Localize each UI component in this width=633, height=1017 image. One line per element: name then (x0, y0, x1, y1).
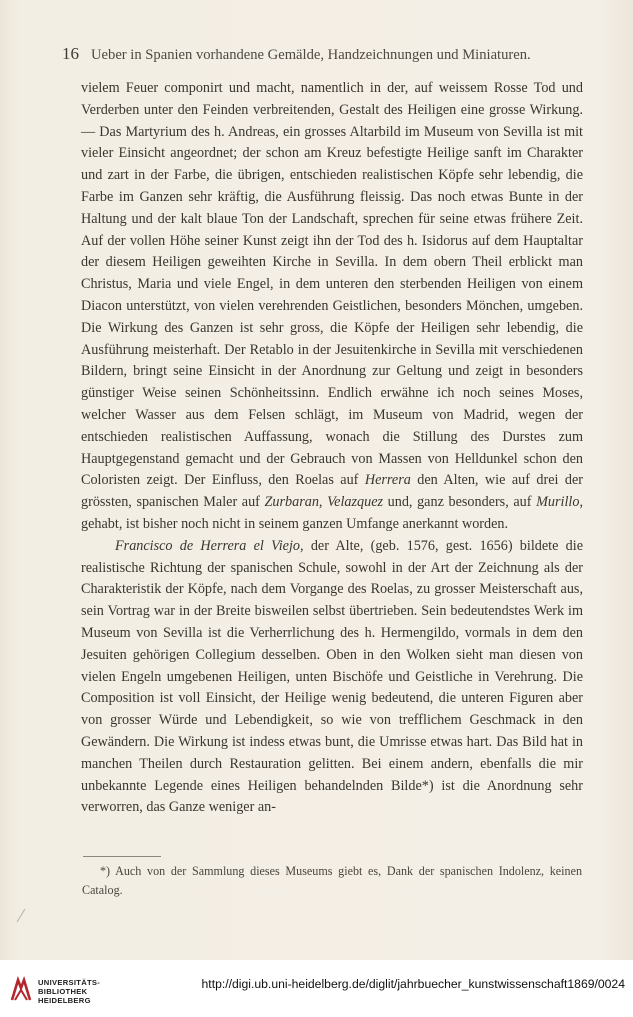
italic-name: Francisco de Herrera el Viejo (115, 537, 301, 554)
text-run: vielem Feuer componirt und macht, namentlich in der, auf weissem Rosse Tod und Verderben unter den Feinden verbreitenden, Gestalt des Heiligen eine grosse Wirkung. — Das Martyrium des h. Andreas, ein grosses Altarbild im Museum von Sevilla ist mit vieler Einsicht angeordnet; der schon am Kreuz befestigte Heilige sanft im Charakter und zart in der Farbe, die übrigen, entschieden realistischen Köpfe sehr lebendig, die Farbe im Ganzen sehr kräftig, die Ausführung fleissig. Das noch etwas Bunte in der Haltung und der kalt blaue Ton der Landschaft, sprechen für seine etwas frühere Zeit. Auf der vollen Höhe seiner Kunst zeigt ihn der Tod des h. Isidorus auf dem Hauptaltar der diesem Heiligen geweihten Kirche in Sevilla. In dem obern Theil erblickt man Christus, Maria und viele Engel, in dem unteren den sterbenden Heiligen von einem Diacon unterstützt, von vielen verehrenden Geistlichen, besonders Mönchen, umgeben. Die Wirkung des Ganzen ist sehr gross, die Köpfe der Heiligen sehr lebendig, die Ausführung meisterhaft. Der Retablo in der Jesuitenkirche in Sevilla mit verschiedenen Bildern, bringt seine Einsicht in der Anordnung zur Geltung und zeigt in besonders günstiger Weise seinen Schönheitssinn. Endlich erwähne ich noch seines Moses, welcher Wasser aus dem Felsen schlägt, im Museum von Madrid, wegen der entschieden realistischen Auffassung, wonach die Stillung des Durstes zum Hauptgegenstand gemacht und der Gebrauch von Massen von Helldunkel schon den Coloristen zeigt. Der Einfluss, den Roelas auf (81, 80, 583, 489)
running-head (62, 44, 602, 64)
university-library-logo-icon (10, 976, 32, 1002)
text-run: und, ganz besonders, auf (383, 494, 537, 511)
italic-name: Zurbaran (264, 494, 319, 511)
library-name-line-2: BIBLIOTHEK (38, 987, 88, 996)
italic-name: Murillo (536, 494, 580, 511)
paragraph-2 (81, 536, 583, 819)
body-text (81, 78, 583, 819)
paragraph-1 (81, 78, 583, 536)
italic-name: Velazquez (327, 494, 384, 511)
page-number: 16 (62, 44, 79, 63)
running-title: Ueber in Spanien vorhandene Gemälde, Handzeichnungen und Miniaturen. (91, 47, 531, 63)
library-name (38, 978, 100, 1005)
library-name-line-1: UNIVERSITÄTS- (38, 978, 101, 987)
library-footer (0, 960, 633, 1017)
italic-name: Herrera (364, 472, 411, 489)
text-run: den Alten, wie auf drei der grössten, spanischen Maler auf (81, 472, 584, 511)
text-run: , gehabt, ist bisher noch nicht in seinem ganzen Umfange anerkannt worden. (81, 494, 583, 532)
library-name-line-3: HEIDELBERG (38, 996, 91, 1005)
text-run: , der Alte, (geb. 1576, gest. 1656) bildete die realistische Richtung der spanischen Schule, sowohl in der Art der Zeichnung als der Charakteristik der Köpfe, nach dem Vorgange des Roelas, zu grosser Meisterschaft aus, sein Vortrag war in der Breite bisweilen selbst übertrieben. Sein bedeutendstes Werk im Museum von Sevilla ist die Verherrlichung des h. Hermengildo, vormals in dem den Jesuiten gehörigen Collegium desselben. Oben in den Wolken sieht man diesen von vielen Engeln umgebenen Heiligen, unten Bischöfe und Geistliche in Verehrung. Die Composition ist voll Einsicht, der Heilige wenig bedeutend, die unteren Figuren aber von grosser Würde und Lebendigkeit, so wie von trefflichem Geschmack in den Gewändern. Die Wirkung ist indess etwas bunt, die Umrisse etwas hart. Das Bild hat in manchen Theilen durch Restauration gelitten. Bei einem andern, ebenfalls die mir unbekannte Legende eines Heiligen behandelnden Bilde*) ist die Anordnung sehr verworren, das Ganze weniger an- (81, 537, 583, 816)
pencil-mark-icon (14, 906, 28, 924)
source-url-link[interactable]: http://digi.ub.uni-heidelberg.de/diglit/jahrbuecher_kunstwissenschaft1869/0024 (201, 977, 625, 991)
footnote-rule (83, 856, 161, 857)
footnote: *) Auch von der Sammlung dieses Museums giebt es, Dank der spanischen Indolenz, keinen Catalog. (82, 864, 582, 897)
text-run: , (318, 494, 328, 511)
